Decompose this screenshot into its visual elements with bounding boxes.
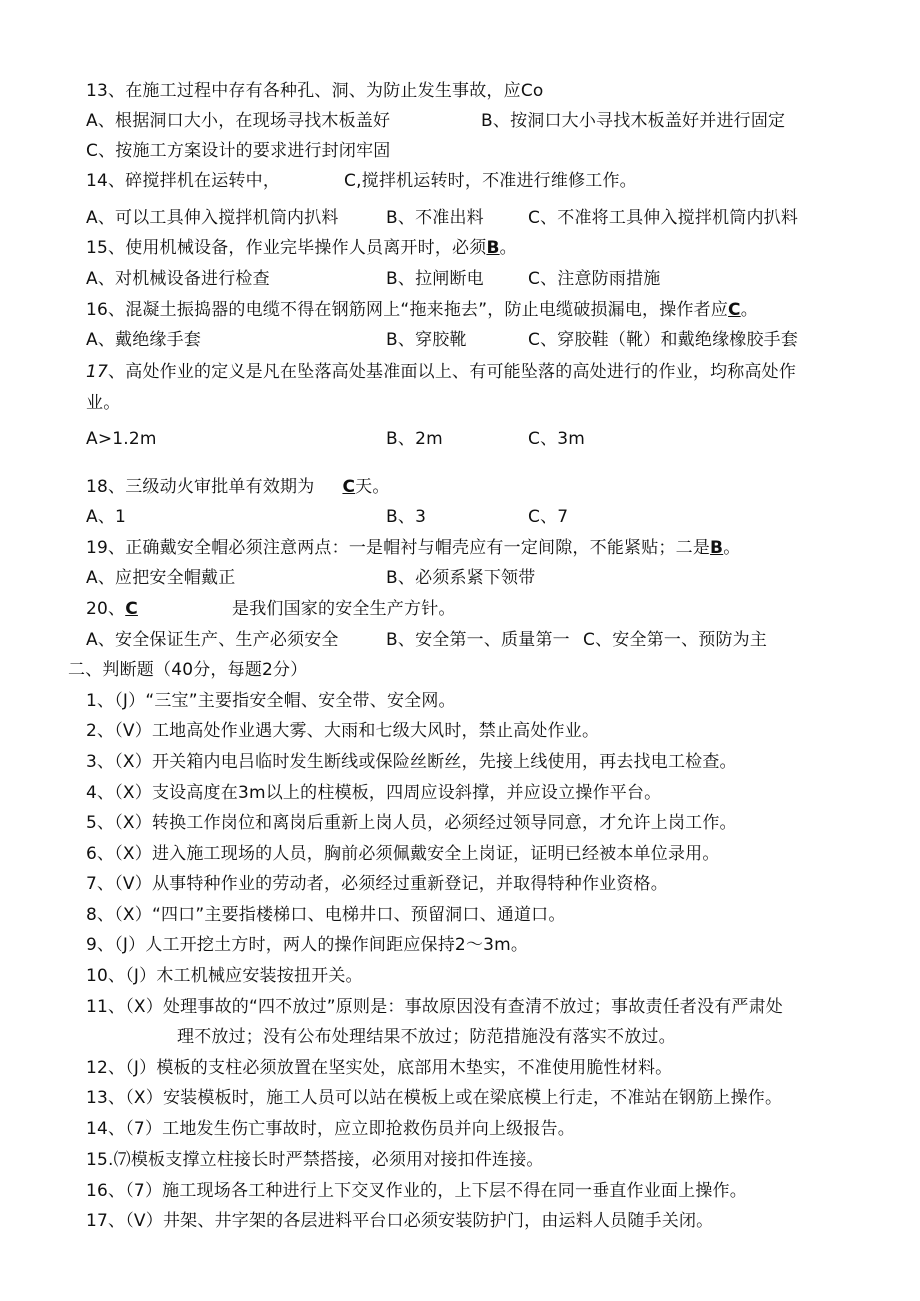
judge-item-7: 7、（V）从事特种作业的劳动者，必须经过重新登记，并取得特种作业资格。 bbox=[86, 874, 668, 894]
judge-item-10: 10、（J）木工机械应安装按扭开关。 bbox=[86, 966, 363, 986]
option-a: A、对机械设备进行检查 bbox=[86, 269, 270, 289]
judge-item-12: 12、（J）模板的支柱必须放置在坚实处，底部用木垫实，不准使用脆性材料。 bbox=[86, 1058, 673, 1078]
judge-item-4: 4、（X）支设高度在3m以上的柱模板，四周应设斜撑，并应设立操作平台。 bbox=[86, 783, 662, 803]
answer-mark: C bbox=[728, 300, 741, 320]
judge-item-9: 9、（J）人工开挖土方时，两人的操作间距应保持2〜3m。 bbox=[86, 935, 529, 955]
option-b: B、必须系紧下领带 bbox=[386, 568, 536, 588]
judge-item-2: 2、（V）工地高处作业遇大雾、大雨和七级大风时，禁止高处作业。 bbox=[86, 721, 600, 741]
question-17-stem-line-2: 业。 bbox=[86, 393, 121, 413]
answer-mark: C bbox=[125, 599, 138, 619]
question-18-stem bbox=[86, 476, 390, 498]
option-b: B、穿胶靴 bbox=[386, 330, 467, 350]
question-13-stem: 13、在施工过程中存有各种孔、洞、为防止发生事故，应Co bbox=[86, 81, 544, 101]
judge-item-6: 6、（X）进入施工现场的人员，胸前必须佩戴安全上岗证，证明已经被本单位录用。 bbox=[86, 844, 720, 864]
question-number: 20、 bbox=[86, 599, 126, 619]
stem-part-2: C,搅拌机运转时，不准进行维修工作。 bbox=[344, 171, 637, 191]
judge-item-14: 14、（7）工地发生伤亡事故时，应立即抢救伤员并向上级报告。 bbox=[86, 1119, 575, 1139]
question-16-stem bbox=[86, 299, 758, 321]
stem-text: 是我们国家的安全生产方针。 bbox=[232, 599, 456, 619]
answer-mark: C bbox=[342, 477, 356, 497]
question-17-stem-line-1 bbox=[86, 361, 796, 383]
option-a: A、应把安全帽戴正 bbox=[86, 568, 236, 588]
option-a: A>1.2m bbox=[86, 429, 157, 449]
question-20-stem bbox=[86, 598, 456, 620]
stem-text: 16、混凝土振捣器的电缆不得在钢筋网上“拖来拖去”，防止电缆破损漏电，操作者应 bbox=[86, 300, 729, 320]
question-19-stem bbox=[86, 537, 740, 559]
option-c: C、注意防雨措施 bbox=[528, 269, 661, 289]
stem-end: 。 bbox=[499, 238, 517, 258]
stem-text: 15、使用机械设备，作业完毕操作人员离开时，必须 bbox=[86, 238, 487, 258]
option-c: C、3m bbox=[528, 429, 586, 449]
judge-item-8: 8、（X）“四口”主要指楼梯口、电梯井口、预留洞口、通道口。 bbox=[86, 905, 566, 925]
option-b: B、不准出料 bbox=[386, 208, 484, 228]
option-c: C、穿胶鞋（靴）和戴绝缘橡胶手套 bbox=[528, 330, 799, 350]
stem-text: 18、三级动火审批单有效期为 bbox=[86, 477, 315, 497]
option-a: A、戴绝缘手套 bbox=[86, 330, 202, 350]
stem-end: 。 bbox=[740, 300, 758, 320]
stem-part-1: 14、碎搅拌机在运转中， bbox=[86, 171, 281, 191]
answer-mark: B bbox=[710, 538, 724, 558]
question-15-stem bbox=[86, 237, 517, 259]
judge-item-3: 3、（X）开关箱内电吕临时发生断线或保险丝断丝，先接上线使用，再去找电工检查。 bbox=[86, 752, 737, 772]
judge-item-16: 16、（7）施工现场各工种进行上下交叉作业的，上下层不得在同一垂直作业面上操作。 bbox=[86, 1181, 747, 1201]
option-b: B、2m bbox=[386, 429, 443, 449]
judge-item-5: 5、（X）转换工作岗位和离岗后重新上岗人员，必须经过领导同意，才允许上岗工作。 bbox=[86, 813, 737, 833]
option-c: C、安全第一、预防为主 bbox=[583, 630, 768, 650]
option-a: A、安全保证生产、生产必须安全 bbox=[86, 630, 339, 650]
judge-item-13: 13、（X）安装模板时，施工人员可以站在模板上或在梁底模上行走，不准站在钢筋上操作。 bbox=[86, 1088, 783, 1108]
option-c: C、不准将工具伸入搅拌机筒内扒料 bbox=[528, 208, 799, 228]
stem-end: 。 bbox=[723, 538, 741, 558]
stem-text: 19、正确戴安全帽必须注意两点：一是帽衬与帽壳应有一定间隙，不能紧贴；二是 bbox=[86, 538, 711, 558]
option-a: A、1 bbox=[86, 507, 127, 527]
section-2-heading: 二、判断题（40分，每题2分） bbox=[68, 660, 308, 680]
stem-text: 、高处作业的定义是凡在坠落高处基准面以上、有可能坠落的高处进行的作业，均称高处作 bbox=[108, 362, 797, 382]
judge-item-1: 1、（J）“三宝”主要指安全帽、安全带、安全网。 bbox=[86, 691, 456, 711]
option-a: A、根据洞口大小，在现场寻找木板盖好 bbox=[86, 111, 391, 131]
question-number: 17 bbox=[86, 362, 109, 382]
option-b: B、安全第一、质量第一 bbox=[386, 630, 570, 650]
option-a: A、可以工具伸入搅拌机筒内扒料 bbox=[86, 208, 339, 228]
option-b: B、拉闸断电 bbox=[386, 269, 484, 289]
judge-item-15: 15.⑺模板支撑立柱接长时严禁搭接，必须用对接扣件连接。 bbox=[86, 1150, 544, 1170]
option-c: C、按施工方案设计的要求进行封闭牢固 bbox=[86, 141, 391, 161]
judge-item-17: 17、（V）井架、井字架的各层进料平台口必须安装防护门，由运料人员随手关闭。 bbox=[86, 1211, 714, 1231]
judge-item-11-line-2: 理不放过；没有公布处理结果不放过；防范措施没有落实不放过。 bbox=[177, 1027, 676, 1047]
option-b: B、按洞口大小寻找木板盖好并进行固定 bbox=[481, 111, 786, 131]
option-c: C、7 bbox=[528, 507, 569, 527]
stem-end: 天。 bbox=[355, 477, 390, 497]
judge-item-11-line-1: 11、（X）处理事故的“四不放过”原则是：事故原因没有查清不放过；事故责任者没有严肃处 bbox=[86, 997, 783, 1017]
option-b: B、3 bbox=[386, 507, 427, 527]
answer-mark: B bbox=[486, 238, 500, 258]
